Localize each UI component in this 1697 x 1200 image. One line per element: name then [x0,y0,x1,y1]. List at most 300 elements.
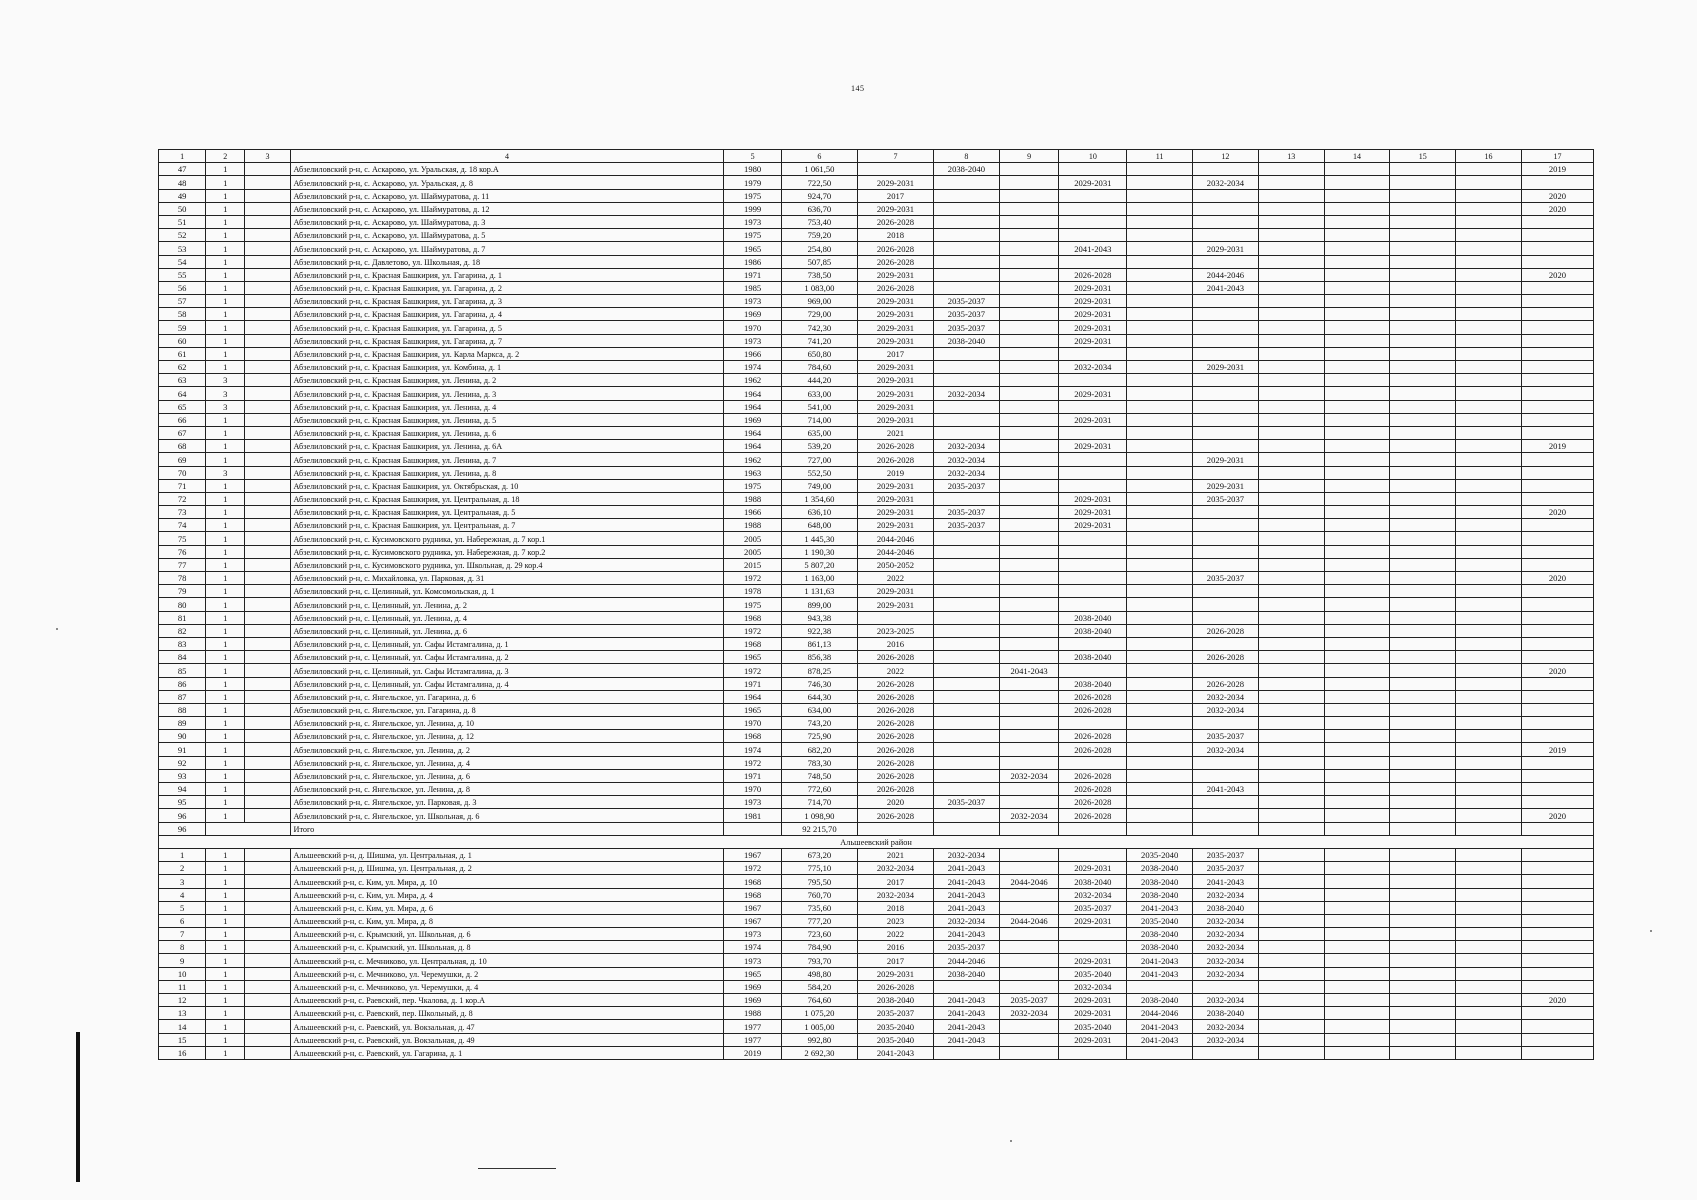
table-cell [1324,769,1390,782]
table-cell [934,268,1000,281]
table-cell: 746,30 [781,677,857,690]
table-cell [1258,281,1324,294]
table-row [159,941,1594,954]
table-cell [999,862,1059,875]
address-cell: Абзелиловский р-н, с. Целинный, ул. Ленина, д. 2 [290,598,724,611]
table-cell [1193,1046,1259,1059]
table-cell: 2032-2034 [1059,888,1127,901]
table-cell [1324,717,1390,730]
table-cell: 2029-2031 [1059,954,1127,967]
table-row [159,506,1594,519]
table-cell [1059,374,1127,387]
table-cell: 74 [159,519,206,532]
table-cell [1390,321,1456,334]
table-cell [1456,822,1522,835]
table-cell [1193,809,1259,822]
table-cell [1390,558,1456,571]
table-cell: 3 [206,466,245,479]
page-number: 145 [851,84,865,93]
table-cell: 1 [206,163,245,176]
table-cell: 73 [159,506,206,519]
table-cell [999,848,1059,861]
table-cell: 2032-2034 [934,453,1000,466]
table-cell: 1962 [724,374,782,387]
table-cell [1456,928,1522,941]
table-cell [999,743,1059,756]
table-cell: 1975 [724,479,782,492]
table-cell: 2041-2043 [934,862,1000,875]
table-cell [999,361,1059,374]
table-cell: 1 [206,281,245,294]
table-cell: 539,20 [781,440,857,453]
table-cell [1127,572,1193,585]
table-cell [1390,980,1456,993]
table-cell: 3 [206,387,245,400]
table-cell: 1962 [724,453,782,466]
table-cell [1521,914,1593,927]
table-cell [1324,664,1390,677]
table-cell [1521,980,1593,993]
scan-speck [1010,1140,1012,1142]
table-cell [1521,387,1593,400]
table-cell [245,928,290,941]
table-cell: 634,00 [781,703,857,716]
table-cell [245,572,290,585]
table-cell [1456,994,1522,1007]
table-cell: 1 [206,1007,245,1020]
table-cell [1456,756,1522,769]
table-cell [1258,862,1324,875]
table-cell: 2029-2031 [857,519,933,532]
table-cell: 2029-2031 [857,374,933,387]
table-cell [999,677,1059,690]
table-row [159,756,1594,769]
table-cell: 2020 [1521,572,1593,585]
table-cell [1059,255,1127,268]
table-cell [1456,967,1522,980]
table-cell [1521,677,1593,690]
table-cell [1390,242,1456,255]
table-cell [1456,954,1522,967]
table-cell [934,532,1000,545]
table-cell [1456,651,1522,664]
table-cell [245,387,290,400]
table-cell [1324,928,1390,941]
table-cell [1521,532,1593,545]
table-row [159,532,1594,545]
table-cell [1456,255,1522,268]
table-cell [999,611,1059,624]
table-cell [1258,611,1324,624]
table-cell: 1964 [724,387,782,400]
table-cell: 2032-2034 [1193,703,1259,716]
table-cell: 2026-2028 [857,809,933,822]
table-cell: 83 [159,637,206,650]
table-cell [1390,914,1456,927]
table-cell: 87 [159,690,206,703]
table-cell [1324,545,1390,558]
table-cell: 2041-2043 [1127,1020,1193,1033]
address-cell: Абзелиловский р-н, с. Давлетово, ул. Школьная, д. 18 [290,255,724,268]
table-row [159,572,1594,585]
scan-speck [56,628,58,630]
table-cell: 2032-2034 [999,809,1059,822]
table-cell: 2026-2028 [857,242,933,255]
table-cell: 2035-2040 [1059,1020,1127,1033]
table-cell: 735,60 [781,901,857,914]
table-cell [1059,928,1127,941]
table-cell: 1979 [724,176,782,189]
address-cell: Абзелиловский р-н, с. Красная Башкирия, ул. Гагарина, д. 4 [290,308,724,321]
table-cell [1258,255,1324,268]
table-cell [245,321,290,334]
table-cell [999,690,1059,703]
table-row [159,888,1594,901]
table-cell: 1964 [724,400,782,413]
address-cell: Абзелиловский р-н, с. Красная Башкирия, ул. Ленина, д. 6 [290,426,724,439]
table-cell [1390,519,1456,532]
table-cell [1258,967,1324,980]
table-cell [857,822,933,835]
table-cell: 1 [206,664,245,677]
table-cell [1059,941,1127,954]
table-cell: 2032-2034 [1193,176,1259,189]
table-cell: 77 [159,558,206,571]
table-cell [1059,1046,1127,1059]
table-cell [1127,703,1193,716]
table-row [159,1033,1594,1046]
table-cell [1456,545,1522,558]
table-cell [1521,901,1593,914]
address-cell: Абзелиловский р-н, с. Красная Башкирия, ул. Ленина, д. 8 [290,466,724,479]
table-cell [1258,651,1324,664]
table-cell: 2041-2043 [934,888,1000,901]
address-cell: Абзелиловский р-н, с. Красная Башкирия, ул. Ленина, д. 4 [290,400,724,413]
table-cell: 54 [159,255,206,268]
table-cell: 79 [159,585,206,598]
table-cell [1390,532,1456,545]
address-cell: Абзелиловский р-н, с. Красная Башкирия, ул. Центральная, д. 7 [290,519,724,532]
table-row [159,637,1594,650]
table-cell: 1975 [724,189,782,202]
table-cell: 2038-2040 [1059,875,1127,888]
table-cell: 2029-2031 [1059,176,1127,189]
table-cell [1324,479,1390,492]
table-cell [1521,347,1593,360]
table-row [159,492,1594,505]
table-cell [1521,492,1593,505]
table-cell [1127,334,1193,347]
table-cell [1521,888,1593,901]
table-cell [1127,730,1193,743]
table-cell [1521,585,1593,598]
table-cell [1390,717,1456,730]
table-cell: 2038-2040 [1059,677,1127,690]
table-cell: 53 [159,242,206,255]
table-row [159,1046,1594,1059]
table-cell: 1972 [724,624,782,637]
table-cell [245,176,290,189]
table-cell: 2026-2028 [857,703,933,716]
table-cell [724,822,782,835]
table-cell [245,1007,290,1020]
table-cell [245,901,290,914]
table-cell: 64 [159,387,206,400]
table-cell [1127,295,1193,308]
column-header: 9 [999,150,1059,163]
table-cell [1324,215,1390,228]
table-cell: 2026-2028 [857,730,933,743]
table-cell [934,189,1000,202]
table-cell: 1965 [724,651,782,664]
table-cell: 76 [159,545,206,558]
table-cell: 50 [159,202,206,215]
table-cell [1127,756,1193,769]
table-cell: 1 [206,413,245,426]
table-cell [1324,756,1390,769]
table-row [159,242,1594,255]
table-cell [1521,624,1593,637]
address-cell: Альшеевский р-н, с. Раевский, пер. Чкалова, д. 1 кор.А [290,994,724,1007]
table-row [159,176,1594,189]
table-cell: 2029-2031 [1193,242,1259,255]
table-cell: 1 [206,624,245,637]
table-cell: 1964 [724,426,782,439]
table-cell [999,545,1059,558]
table-cell [1521,598,1593,611]
table-cell: 729,00 [781,308,857,321]
table-cell: 2026-2028 [857,677,933,690]
table-cell [1193,664,1259,677]
table-cell [999,980,1059,993]
table-cell [1521,466,1593,479]
table-cell: 2032-2034 [857,862,933,875]
table-cell [1521,176,1593,189]
table-row [159,281,1594,294]
table-cell: 75 [159,532,206,545]
table-cell: 85 [159,664,206,677]
table-cell [245,413,290,426]
table-cell: 775,10 [781,862,857,875]
table-cell [1521,545,1593,558]
address-cell: Абзелиловский р-н, с. Аскарово, ул. Шаймуратова, д. 3 [290,215,724,228]
table-cell [1324,413,1390,426]
table-cell: 748,50 [781,769,857,782]
table-cell [1258,466,1324,479]
table-cell [1324,637,1390,650]
table-cell: 2026-2028 [1059,690,1127,703]
table-cell [1324,519,1390,532]
table-cell [999,756,1059,769]
table-row [159,453,1594,466]
table-cell: 2017 [857,347,933,360]
table-cell: 772,60 [781,783,857,796]
table-cell: 1968 [724,611,782,624]
table-cell: 1968 [724,888,782,901]
table-cell [1390,730,1456,743]
table-cell [1521,361,1593,374]
table-cell: 1 190,30 [781,545,857,558]
table-cell: 1 075,20 [781,1007,857,1020]
table-cell [245,585,290,598]
table-cell [1258,242,1324,255]
table-cell [1521,308,1593,321]
table-row [159,703,1594,716]
table-cell: 2029-2031 [1193,453,1259,466]
table-cell: 2035-2037 [999,994,1059,1007]
table-cell: 1 [206,875,245,888]
table-cell [1456,176,1522,189]
table-cell: 2019 [1521,163,1593,176]
table-cell [1324,914,1390,927]
table-cell [1193,229,1259,242]
table-cell [1127,822,1193,835]
table-cell: 2029-2031 [1059,295,1127,308]
table-cell [1521,281,1593,294]
table-cell [1258,954,1324,967]
table-cell: 2026-2028 [1059,783,1127,796]
table-cell: 58 [159,308,206,321]
table-cell [999,598,1059,611]
table-cell [1390,413,1456,426]
table-row [159,875,1594,888]
table-cell: 4 [159,888,206,901]
table-cell [934,624,1000,637]
table-cell [934,690,1000,703]
table-cell: 738,50 [781,268,857,281]
table-cell: 2021 [857,848,933,861]
table-cell [245,796,290,809]
table-cell: 1969 [724,413,782,426]
table-cell [999,347,1059,360]
table-cell: 1973 [724,954,782,967]
table-cell [1324,1007,1390,1020]
address-cell: Абзелиловский р-н, с. Красная Башкирия, ул. Гагарина, д. 7 [290,334,724,347]
address-cell: Альшеевский р-н, с. Раевский, пер. Школьный, д. 8 [290,1007,724,1020]
table-cell [1127,492,1193,505]
table-cell [1456,664,1522,677]
table-cell [1258,875,1324,888]
table-cell: 2015 [724,558,782,571]
table-cell [1390,426,1456,439]
table-cell [1324,163,1390,176]
table-cell [245,664,290,677]
table-cell: 1 [206,558,245,571]
table-cell: 2029-2031 [1059,387,1127,400]
table-cell [1324,690,1390,703]
table-row [159,347,1594,360]
table-cell [999,268,1059,281]
table-cell: 1985 [724,281,782,294]
table-cell [245,255,290,268]
column-header: 17 [1521,150,1593,163]
address-cell: Абзелиловский р-н, с. Янгельское, ул. Ленина, д. 12 [290,730,724,743]
table-cell [1456,189,1522,202]
table-cell: 784,60 [781,361,857,374]
table-cell: 3 [159,875,206,888]
table-cell [245,598,290,611]
table-cell [1456,532,1522,545]
address-cell: Альшеевский р-н, с. Ким, ул. Мира, д. 6 [290,901,724,914]
table-cell [1521,1046,1593,1059]
table-cell [1390,928,1456,941]
table-cell [999,901,1059,914]
table-cell [934,255,1000,268]
table-cell [1258,980,1324,993]
table-cell: 1 [206,268,245,281]
table-cell: 2035-2037 [934,519,1000,532]
table-row [159,901,1594,914]
table-cell [1521,242,1593,255]
table-cell: 2029-2031 [857,268,933,281]
table-cell [1390,901,1456,914]
table-cell [1521,1033,1593,1046]
address-cell: Абзелиловский р-н, с. Целинный, ул. Сафы Истамгалина, д. 4 [290,677,724,690]
table-cell: 1988 [724,519,782,532]
table-cell: 2017 [857,189,933,202]
table-cell [1258,215,1324,228]
total-label: Итого [290,822,724,835]
table-cell: 3 [206,374,245,387]
table-cell [1324,374,1390,387]
column-header: 12 [1193,150,1259,163]
total-row-number: 96 [159,822,206,835]
table-cell [999,730,1059,743]
table-cell: 2020 [1521,664,1593,677]
table-cell: 2041-2043 [934,994,1000,1007]
table-cell [245,532,290,545]
table-cell [1324,202,1390,215]
table-row [159,624,1594,637]
table-cell: 498,80 [781,967,857,980]
table-cell [1324,572,1390,585]
table-cell [999,229,1059,242]
table-cell: 673,20 [781,848,857,861]
table-cell: 2041-2043 [1127,954,1193,967]
address-cell: Абзелиловский р-н, с. Янгельское, ул. Школьная, д. 6 [290,809,724,822]
table-row [159,717,1594,730]
table-cell [1390,281,1456,294]
table-cell: 2029-2031 [857,585,933,598]
table-cell [1324,783,1390,796]
table-cell [1456,809,1522,822]
table-cell [1193,769,1259,782]
table-cell: 1 [206,308,245,321]
table-cell [1324,361,1390,374]
table-cell: 1963 [724,466,782,479]
table-cell [999,572,1059,585]
table-cell [1390,374,1456,387]
table-cell [999,1033,1059,1046]
table-cell [1324,532,1390,545]
table-row [159,809,1594,822]
table-cell [1390,440,1456,453]
table-cell: 2038-2040 [1127,994,1193,1007]
table-cell [934,703,1000,716]
address-cell: Абзелиловский р-н, с. Кусимовского рудника, ул. Набережная, д. 7 кор.2 [290,545,724,558]
table-cell [1324,730,1390,743]
table-cell [1390,255,1456,268]
table-cell: 2016 [857,941,933,954]
table-cell [1059,202,1127,215]
table-cell: 2026-2028 [1059,809,1127,822]
table-cell: 2029-2031 [857,967,933,980]
table-cell: 2029-2031 [1059,321,1127,334]
address-cell: Абзелиловский р-н, с. Янгельское, ул. Парковая, д. 3 [290,796,724,809]
table-cell [245,374,290,387]
table-cell: 86 [159,677,206,690]
table-cell: 93 [159,769,206,782]
